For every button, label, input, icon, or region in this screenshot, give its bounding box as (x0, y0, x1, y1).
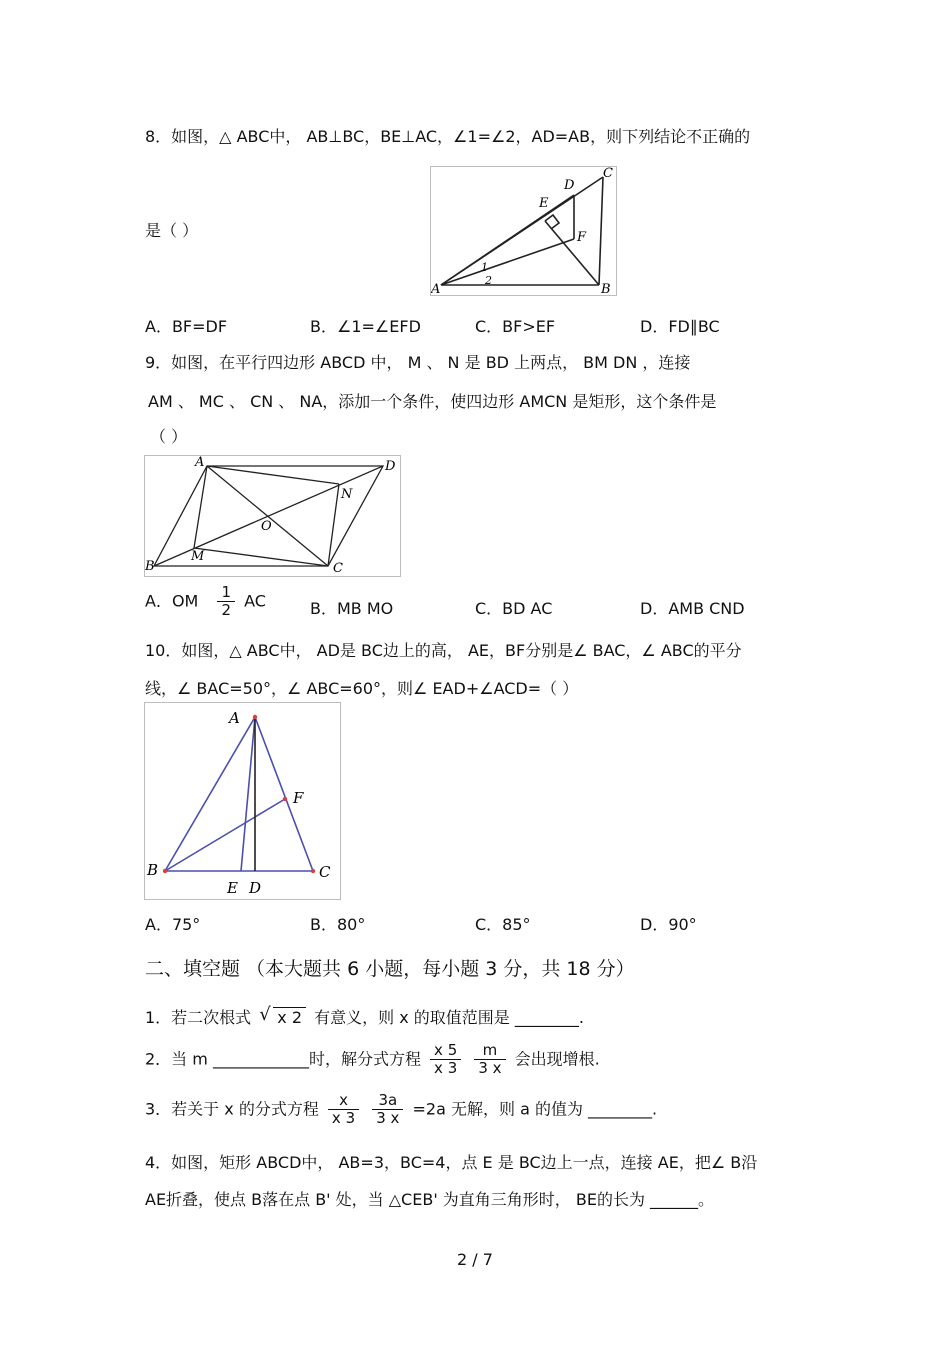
fill-1-suffix: 有意义，则 x 的取值范围是 ________. (314, 1008, 584, 1027)
q10-line-1: 10．如图，△ ABC中， AD是 BC边上的高， AE，BF分别是∠ BAC，∠ ABC的平分 (145, 641, 742, 660)
q10-figure (144, 702, 341, 900)
q9-option-a-fraction (217, 584, 235, 620)
fill-3-numerator-1: x (328, 1092, 359, 1110)
fill-2-fraction-1 (430, 1042, 461, 1078)
fill-question-1 (145, 1005, 584, 1028)
fill-1-prefix: 1．若二次根式 (145, 1008, 252, 1027)
q9-option-c: C．BD AC (475, 599, 553, 618)
q10-option-b: B．80° (310, 915, 366, 934)
q8-figure (430, 166, 617, 296)
q8-label-b: B (601, 282, 611, 295)
fill-2-numerator-2: m (474, 1042, 505, 1060)
q8-label-f: F (577, 230, 587, 245)
fill-2-denominator-2: 3 x (478, 1059, 502, 1078)
q9-option-a-denominator: 2 (221, 601, 231, 620)
q10-option-c: C．85° (475, 915, 531, 934)
q8-triangle-diagram (431, 167, 616, 295)
q10-option-a: A．75° (145, 915, 201, 934)
fill-3-fraction-2 (372, 1092, 403, 1128)
q8-option-a: A．BF=DF (145, 317, 228, 336)
q8-label-e: E (539, 196, 549, 211)
fill-4-line-1: 4．如图，矩形 ABCD中， AB=3，BC=4，点 E 是 BC边上一点，连接 AE，把∠ B沿 (145, 1153, 758, 1172)
q10-option-d: D．90° (640, 915, 697, 934)
q10-label-f: F (293, 789, 304, 807)
q9-label-o: O (261, 519, 272, 534)
fill-1-radical (259, 1004, 306, 1027)
fill-2-numerator-1: x 5 (430, 1042, 461, 1060)
fill-2-denominator-1: x 3 (434, 1059, 458, 1078)
q8-option-c: C．BF>EF (475, 317, 556, 336)
fill-3-suffix: =2a 无解，则 a 的值为 ________. (412, 1099, 658, 1119)
q8-label-d: D (564, 178, 575, 193)
q9-parallelogram-diagram (145, 456, 400, 576)
q9-label-c: C (333, 561, 343, 576)
q9-label-b: B (145, 559, 155, 574)
q9-option-a-prefix: A．OM (145, 591, 199, 611)
q9-option-a-numerator: 1 (217, 584, 235, 602)
section-2-heading: 二、填空题 （本大题共 6 小题，每小题 3 分，共 18 分） (145, 958, 635, 980)
q8-stem: 8．如图，△ ABC中， AB⊥BC，BE⊥AC，∠1=∠2，AD=AB，则下列结论不正确的 (145, 127, 751, 146)
q10-label-a: A (229, 709, 240, 727)
q9-line-1: 9．如图，在平行四边形 ABCD 中， M 、 N 是 BD 上两点， BM DN ，连接 (145, 353, 691, 372)
q9-option-a-suffix: AC (244, 591, 266, 611)
q9-option-a (145, 584, 266, 620)
page-number: 2 / 7 (457, 1250, 493, 1269)
q10-label-c: C (319, 863, 331, 881)
fill-2-fraction-2 (474, 1042, 505, 1078)
q9-figure (144, 455, 401, 577)
q9-line-2: AM 、 MC 、 CN 、 NA，添加一个条件，使四边形 AMCN 是矩形，这个条件是 (148, 392, 717, 411)
q10-label-d: D (249, 879, 262, 897)
q8-angle-1: 1 (481, 261, 488, 274)
q10-line-2: 线，∠ BAC=50°，∠ ABC=60°，则∠ EAD+∠ACD=（ ） (145, 679, 579, 698)
q8-stem-continued: 是（ ） (145, 221, 199, 240)
sqrt-icon: √ (259, 1004, 271, 1025)
fill-3-denominator-1: x 3 (331, 1109, 356, 1128)
fill-3-fraction-1 (328, 1092, 359, 1128)
fill-question-2 (145, 1042, 600, 1078)
fill-question-3 (145, 1092, 657, 1128)
q8-label-a: A (431, 282, 441, 295)
q8-option-b: B．∠1=∠EFD (310, 317, 421, 336)
q9-option-b: B．MB MO (310, 599, 394, 618)
fill-1-radicand: x 2 (273, 1007, 306, 1027)
q9-label-a: A (195, 456, 205, 470)
q9-option-d: D．AMB CND (640, 599, 745, 618)
q9-label-d: D (385, 459, 396, 474)
fill-2-suffix: 会出现增根. (514, 1049, 600, 1069)
q9-label-n: N (341, 487, 353, 502)
fill-3-numerator-2: 3a (372, 1092, 403, 1110)
q10-label-b: B (147, 861, 159, 879)
q8-angle-2: 2 (485, 274, 492, 287)
fill-3-denominator-2: 3 x (376, 1109, 400, 1128)
fill-4-line-2: AE折叠，使点 B落在点 B' 处，当 △CEB' 为直角三角形时， BE的长为 ______。 (145, 1190, 715, 1209)
q10-triangle-diagram (145, 703, 340, 899)
q10-label-e: E (227, 879, 238, 897)
fill-3-prefix: 3．若关于 x 的分式方程 (145, 1099, 319, 1119)
q9-line-3: （ ） (150, 427, 188, 446)
q8-label-c: C (603, 167, 613, 181)
q8-option-d: D．FD∥BC (640, 317, 720, 336)
fill-2-prefix: 2．当 m ____________时，解分式方程 (145, 1049, 421, 1069)
q9-label-m: M (191, 549, 205, 564)
